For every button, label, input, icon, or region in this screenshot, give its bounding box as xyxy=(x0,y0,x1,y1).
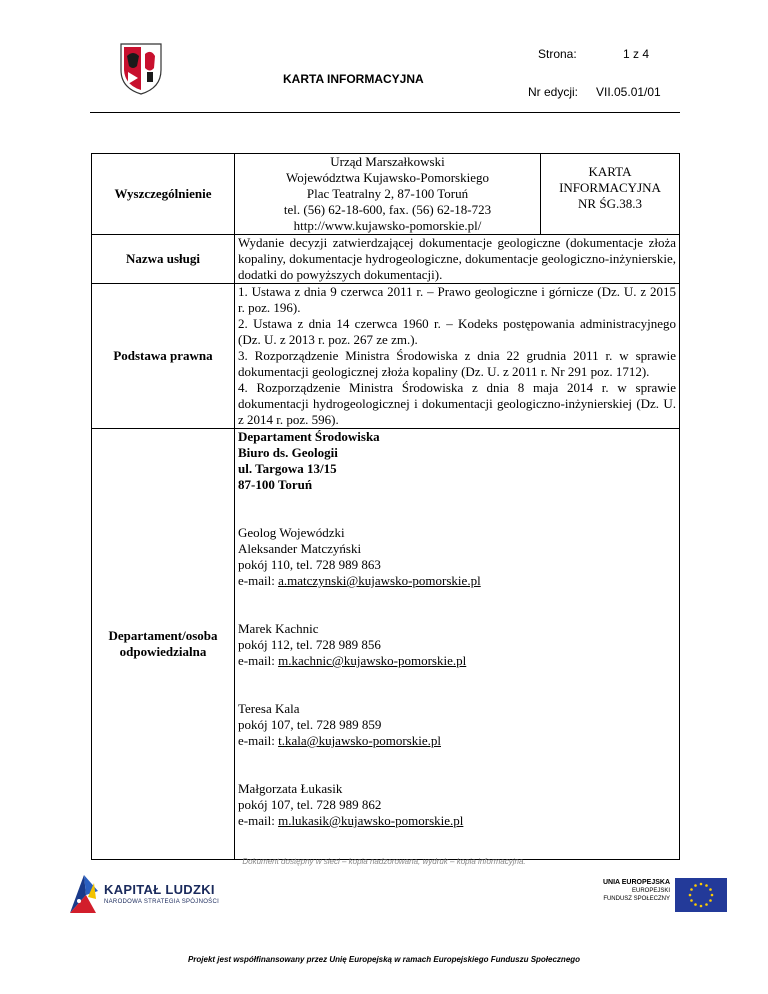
department-line: Departament Środowiska xyxy=(238,429,380,444)
document-availability-note: Dokument dostępny w sieci – kopia nadzorowana, wydruk – kopia informacyjna. xyxy=(242,857,526,866)
contact-name: Małgorzata Łukasik xyxy=(238,781,343,796)
details-cell xyxy=(235,154,680,235)
contact-name: Marek Kachnic xyxy=(238,621,319,636)
service-name-text: Wydanie decyzji zatwierdzającej dokumentacje geologiczne (dokumentacje złoża kopaliny, dokumentacje hydrogeologiczne, dokumentacje geologiczno-inżynierskie, dodatki do powyższych dokumentacji). xyxy=(235,235,680,284)
table-row-legal-basis xyxy=(92,284,680,429)
label-service-name: Nazwa usługi xyxy=(92,235,235,284)
header-title: KARTA INFORMACYJNA xyxy=(283,72,424,86)
department-line: 87-100 Toruń xyxy=(238,477,313,492)
label-department-line: Departament/osoba xyxy=(108,628,218,643)
funding-statement: Projekt jest współfinansowany przez Unię Europejską w ramach Europejskiego Funduszu Społecznego xyxy=(187,955,581,964)
contact-email-row xyxy=(238,653,676,669)
email-prefix: e-mail: xyxy=(238,813,279,828)
office-line: tel. (56) 62-18-600, fax. (56) 62-18-723 xyxy=(283,202,492,217)
contact-email-link[interactable]: a.matczynski@kujawsko-pomorskie.pl xyxy=(278,573,481,588)
kapital-ludzki-title: KAPITAŁ LUDZKI xyxy=(104,882,215,897)
contact-email-row xyxy=(238,573,676,589)
contact-email-link[interactable]: t.kala@kujawsko-pomorskie.pl xyxy=(278,733,441,748)
table-row-service-name xyxy=(92,235,680,284)
eu-line: UNIA EUROPEJSKA xyxy=(602,879,670,886)
label-details: Wyszczególnienie xyxy=(92,154,235,235)
card-number-box xyxy=(540,154,679,234)
table-row-department xyxy=(92,429,680,860)
legal-basis-cell xyxy=(235,284,680,429)
legal-basis-item: 1. Ustawa z dnia 9 czerwca 2011 r. – Prawo geologiczne i górnicze (Dz. U. z 2015 r. poz. 196). xyxy=(238,284,676,315)
department-line: Biuro ds. Geologii xyxy=(238,445,338,460)
page-number: 1 z 4 xyxy=(623,47,650,61)
contact-room: pokój 110, tel. 728 989 863 xyxy=(238,557,381,572)
office-website-link[interactable]: http://www.kujawsko-pomorskie.pl/ xyxy=(293,218,482,233)
voivodeship-crest-icon xyxy=(118,40,164,96)
contact-name: Teresa Kala xyxy=(238,701,300,716)
eu-line: EUROPEJSKI xyxy=(631,888,670,894)
email-prefix: e-mail: xyxy=(238,573,279,588)
edition-label: Nr edycji: xyxy=(528,85,579,99)
legal-basis-item: 2. Ustawa z dnia 14 czerwca 1960 r. – Kodeks postępowania administracyjnego (Dz. U. z 2013 r. poz. 267 ze zm.). xyxy=(238,316,676,347)
card-number: NR ŚG.38.3 xyxy=(578,196,642,211)
label-legal-basis: Podstawa prawna xyxy=(92,284,235,429)
office-line: Plac Teatralny 2, 87-100 Toruń xyxy=(306,186,469,201)
kapital-ludzki-subtitle: NARODOWA STRATEGIA SPÓJNOŚCI xyxy=(104,899,220,905)
page-label: Strona: xyxy=(538,47,577,61)
office-block xyxy=(235,154,540,234)
info-table xyxy=(91,153,680,860)
contact-email-row xyxy=(238,733,676,749)
eu-line: FUNDUSZ SPOŁECZNY xyxy=(603,896,670,902)
contact-room: pokój 107, tel. 728 989 859 xyxy=(238,717,382,732)
legal-basis-item: 3. Rozporządzenie Ministra Środowiska z dnia 22 grudnia 2011 r. w sprawie dokumentacji geologicznej złoża kopaliny (Dz. U. z 2011 r. Nr 291 poz. 1712). xyxy=(238,348,676,379)
contact-name: Aleksander Matczyński xyxy=(238,541,362,556)
office-line: Województwa Kujawsko-Pomorskiego xyxy=(286,170,489,185)
email-prefix: e-mail: xyxy=(238,733,279,748)
edition-number: VII.05.01/01 xyxy=(596,85,661,99)
office-line: Urząd Marszałkowski xyxy=(330,154,445,169)
email-prefix: e-mail: xyxy=(238,653,279,668)
department-line: ul. Targowa 13/15 xyxy=(238,461,337,476)
department-cell xyxy=(235,429,680,860)
table-row-details xyxy=(92,154,680,235)
header-divider xyxy=(90,112,680,113)
kapital-ludzki-logo-icon xyxy=(66,873,100,917)
contact-email-link[interactable]: m.lukasik@kujawsko-pomorskie.pl xyxy=(278,813,464,828)
label-department xyxy=(92,429,235,860)
card-line: KARTA xyxy=(588,164,632,179)
contact-room: pokój 107, tel. 728 989 862 xyxy=(238,797,382,812)
legal-basis-item: 4. Rozporządzenie Ministra Środowiska z dnia 8 maja 2014 r. w sprawie dokumentacji hydrogeologicznej i dokumentacji geologiczno-inżynierskiej (Dz. U. z 2014 r. poz. 596). xyxy=(238,380,676,427)
contact-email-link[interactable]: m.kachnic@kujawsko-pomorskie.pl xyxy=(278,653,467,668)
eu-flag-icon xyxy=(675,878,727,912)
eu-label xyxy=(600,879,670,903)
contact-role: Geolog Wojewódzki xyxy=(238,525,345,540)
label-department-line: odpowiedzialna xyxy=(119,644,207,659)
contact-room: pokój 112, tel. 728 989 856 xyxy=(238,637,381,652)
card-line: INFORMACYJNA xyxy=(559,180,661,195)
contact-email-row xyxy=(238,813,676,829)
